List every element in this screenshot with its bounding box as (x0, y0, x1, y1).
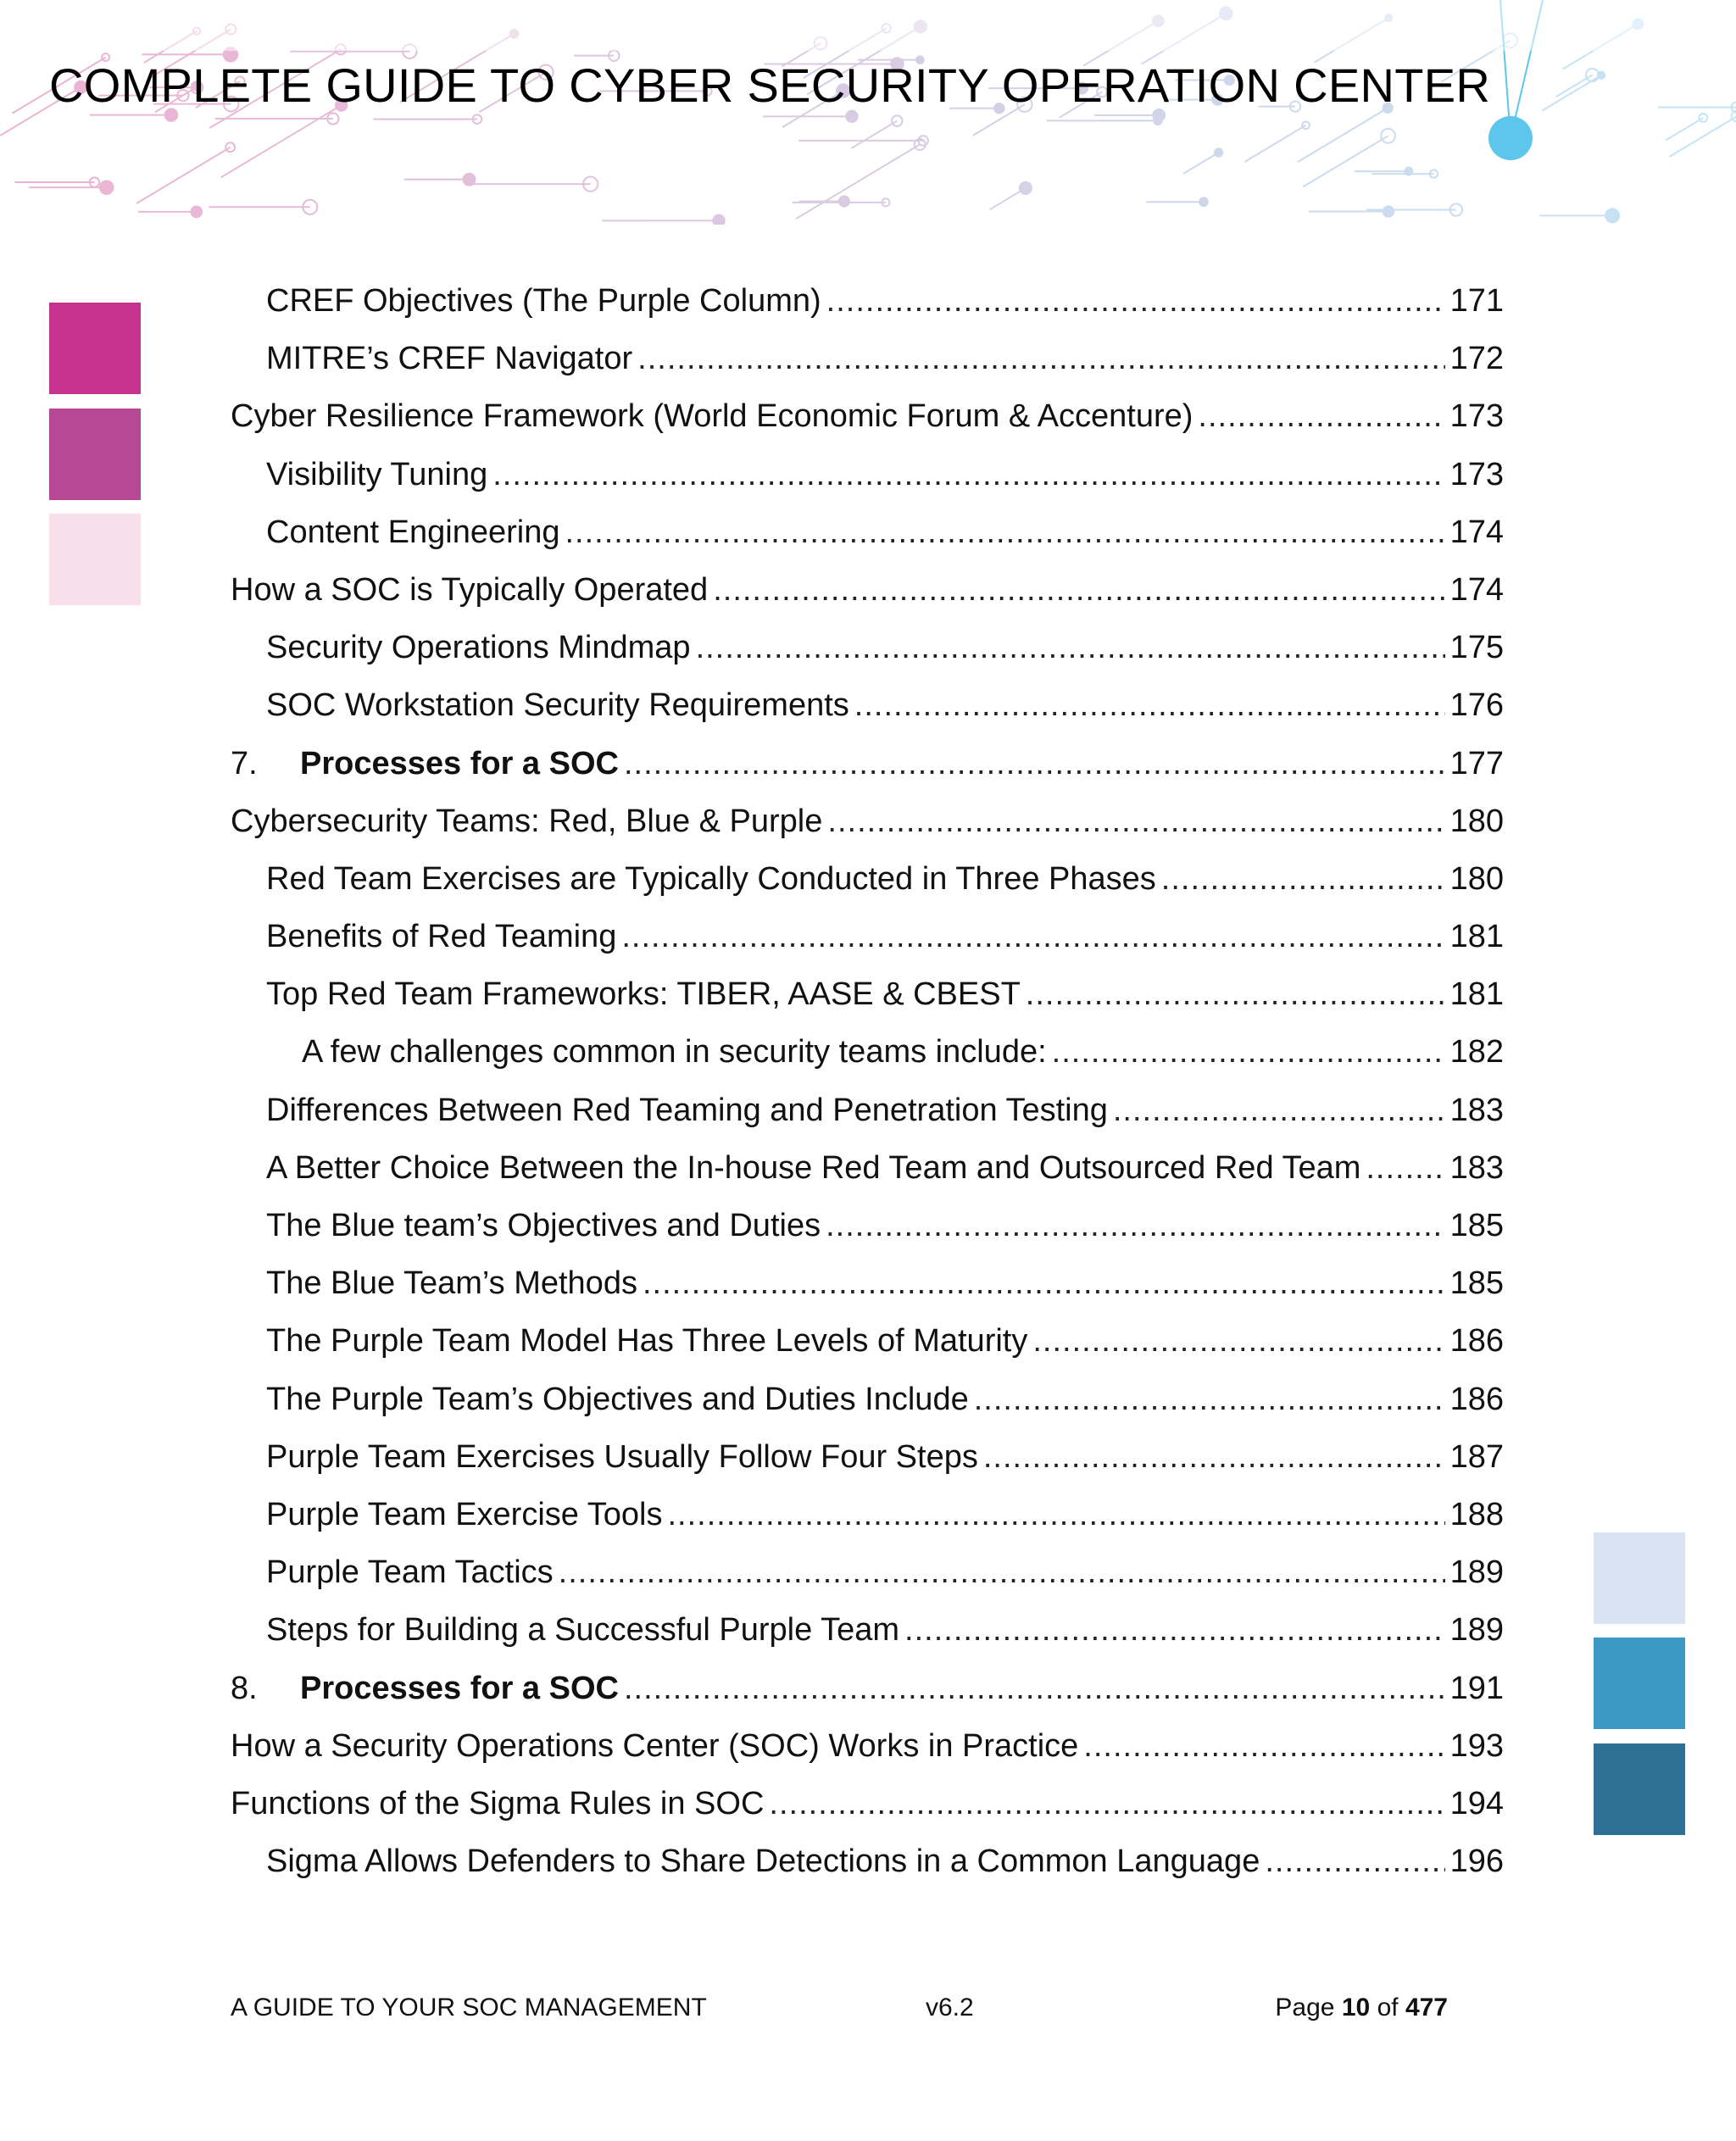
toc-entry-title: Purple Team Exercise Tools (266, 1496, 663, 1532)
toc-dot-leader (637, 341, 1444, 377)
footer-version: v6.2 (926, 1994, 974, 2021)
toc-entry[interactable] (231, 1497, 1504, 1554)
toc-page-number: 189 (1449, 1612, 1504, 1649)
toc-entry-title: Benefits of Red Teaming (266, 919, 617, 955)
right-swatch-1 (1594, 1532, 1685, 1624)
toc-entry-title: Processes for a SOC (300, 745, 619, 781)
toc-entry-title: Steps for Building a Successful Purple Team (266, 1612, 900, 1649)
toc-entry-title: How a Security Operations Center (SOC) Works in Practice (231, 1727, 1079, 1764)
toc-page-number: 183 (1449, 1149, 1504, 1186)
toc-entry[interactable] (231, 687, 1504, 745)
toc-dot-leader (713, 572, 1444, 609)
toc-entry[interactable] (231, 804, 1504, 861)
toc-dot-leader (983, 1439, 1445, 1476)
toc-dot-leader (769, 1786, 1444, 1822)
toc-entry-title: Sigma Allows Defenders to Share Detections in a Common Language (266, 1843, 1260, 1880)
toc-dot-leader (904, 1612, 1445, 1649)
toc-dot-leader (1161, 861, 1445, 898)
toc-entry-title: A Better Choice Between the In-house Red Team and Outsourced Red Team (266, 1149, 1361, 1186)
toc-entry[interactable] (231, 976, 1504, 1034)
toc-page-number: 182 (1449, 1034, 1504, 1070)
toc-dot-leader (854, 687, 1445, 724)
toc-page-number: 193 (1449, 1727, 1504, 1764)
footer-page-of: of (1377, 1994, 1399, 2021)
toc-entry[interactable] (231, 919, 1504, 976)
toc-entry-title: A few challenges common in security teams include: (302, 1034, 1047, 1070)
toc-entry-title: Red Team Exercises are Typically Conducted in Three Phases (266, 860, 1156, 897)
left-swatch-2 (49, 409, 141, 500)
toc-entry-title: How a SOC is Typically Operated (231, 571, 709, 608)
table-of-contents (231, 283, 1504, 1901)
toc-dot-leader (1265, 1843, 1444, 1880)
toc-entry[interactable] (231, 1265, 1504, 1323)
toc-entry-title: Cyber Resilience Framework (World Economic Forum & Accenture) (231, 398, 1194, 435)
footer-page-total: 477 (1405, 1994, 1448, 2021)
toc-entry[interactable] (231, 1786, 1504, 1843)
toc-page-number: 194 (1449, 1785, 1504, 1821)
toc-chapter-number: 7. (231, 745, 258, 781)
toc-entry-title: Top Red Team Frameworks: TIBER, AASE & CBEST (266, 976, 1021, 1013)
toc-entry-title: MITRE’s CREF Navigator (266, 341, 633, 377)
toc-entry[interactable] (231, 1843, 1504, 1901)
toc-dot-leader (621, 919, 1444, 955)
toc-entry[interactable] (231, 1728, 1504, 1786)
toc-page-number: 191 (1449, 1670, 1504, 1706)
toc-page-number: 196 (1449, 1843, 1504, 1880)
toc-entry[interactable] (231, 1093, 1504, 1150)
toc-entry-title: Functions of the Sigma Rules in SOC (231, 1785, 765, 1821)
toc-page-number: 183 (1449, 1092, 1504, 1128)
toc-page-number: 186 (1449, 1381, 1504, 1417)
toc-page-number: 180 (1449, 803, 1504, 839)
toc-entry-title: CREF Objectives (The Purple Column) (266, 283, 821, 319)
toc-entry-title: Differences Between Red Teaming and Penetration Testing (266, 1092, 1108, 1128)
toc-dot-leader (1026, 976, 1445, 1013)
toc-page-number: 174 (1449, 571, 1504, 608)
toc-entry-title: The Purple Team’s Objectives and Duties Include (266, 1381, 969, 1417)
toc-dot-leader (826, 283, 1445, 320)
toc-entry-title: The Purple Team Model Has Three Levels of Maturity (266, 1323, 1028, 1360)
toc-entry-title: Purple Team Tactics (266, 1554, 554, 1591)
toc-dot-leader (696, 630, 1445, 666)
toc-page-number: 175 (1449, 630, 1504, 666)
toc-dot-leader (827, 804, 1444, 840)
toc-page-number: 176 (1449, 687, 1504, 724)
toc-entry-title: Content Engineering (266, 514, 560, 550)
left-swatch-3 (49, 514, 141, 605)
toc-dot-leader (559, 1554, 1445, 1591)
toc-entry[interactable] (231, 1150, 1504, 1208)
toc-entry[interactable] (231, 398, 1504, 456)
toc-dot-leader (492, 457, 1444, 493)
toc-entry-title: Visibility Tuning (266, 456, 488, 492)
toc-page-number: 185 (1449, 1208, 1504, 1243)
right-swatch-3 (1594, 1743, 1685, 1835)
toc-page-number: 172 (1449, 341, 1504, 377)
toc-dot-leader (624, 1671, 1445, 1707)
toc-dot-leader (643, 1265, 1445, 1302)
toc-entry[interactable] (231, 341, 1504, 398)
toc-dot-leader (1032, 1323, 1444, 1360)
toc-entry[interactable] (231, 746, 1504, 804)
toc-dot-leader (1052, 1034, 1445, 1070)
toc-dot-leader (1113, 1093, 1445, 1129)
toc-page-number: 173 (1449, 456, 1504, 492)
document-title: COMPLETE GUIDE TO CYBER SECURITY OPERATION CENTER (49, 58, 1491, 112)
toc-entry[interactable] (231, 283, 1504, 341)
toc-entry[interactable] (231, 630, 1504, 687)
toc-entry[interactable] (231, 514, 1504, 572)
toc-entry[interactable] (231, 1034, 1504, 1092)
toc-entry-title: Purple Team Exercises Usually Follow Four Steps (266, 1438, 978, 1475)
toc-entry[interactable] (231, 1554, 1504, 1612)
toc-page-number: 189 (1449, 1554, 1504, 1591)
toc-entry[interactable] (231, 457, 1504, 514)
page-header (0, 0, 1736, 225)
toc-page-number: 181 (1449, 976, 1504, 1013)
toc-entry-title: Security Operations Mindmap (266, 630, 691, 666)
toc-entry[interactable] (231, 1439, 1504, 1497)
toc-entry[interactable] (231, 1382, 1504, 1439)
toc-page-number: 187 (1449, 1438, 1504, 1475)
toc-entry-title: The Blue team’s Objectives and Duties (266, 1208, 821, 1243)
right-swatch-2 (1594, 1638, 1685, 1729)
toc-page-number: 171 (1449, 283, 1504, 319)
toc-chapter-number: 8. (231, 1670, 258, 1706)
toc-dot-leader (1083, 1728, 1444, 1765)
left-swatch-1 (49, 303, 141, 394)
toc-entry-title: Processes for a SOC (300, 1670, 619, 1706)
page-footer (231, 1994, 1448, 2027)
toc-dot-leader (624, 746, 1445, 782)
toc-entry[interactable] (231, 1612, 1504, 1670)
footer-page-current: 10 (1341, 1994, 1371, 2021)
toc-page-number: 181 (1449, 919, 1504, 955)
footer-page-prefix: Page (1275, 1994, 1335, 2021)
footer-guide-title: A GUIDE TO YOUR SOC MANAGEMENT (231, 1994, 707, 2021)
toc-page-number: 185 (1449, 1265, 1504, 1302)
toc-dot-leader (565, 514, 1444, 551)
toc-entry[interactable] (231, 1208, 1504, 1265)
toc-dot-leader (826, 1208, 1445, 1244)
toc-entry[interactable] (231, 572, 1504, 630)
toc-page-number: 174 (1449, 514, 1504, 550)
toc-entry-title: SOC Workstation Security Requirements (266, 687, 849, 724)
toc-dot-leader (1198, 398, 1444, 435)
toc-entry[interactable] (231, 1323, 1504, 1381)
toc-entry-title: The Blue Team’s Methods (266, 1265, 637, 1302)
toc-entry[interactable] (231, 1671, 1504, 1728)
toc-dot-leader (668, 1497, 1445, 1533)
toc-page-number: 177 (1449, 745, 1504, 781)
toc-page-number: 188 (1449, 1496, 1504, 1532)
toc-dot-leader (1366, 1150, 1444, 1187)
toc-entry-title: Cybersecurity Teams: Red, Blue & Purple (231, 803, 823, 839)
toc-page-number: 173 (1449, 398, 1504, 435)
toc-entry[interactable] (231, 861, 1504, 919)
footer-page-number (1275, 1994, 1448, 2022)
toc-page-number: 186 (1449, 1323, 1504, 1360)
toc-page-number: 180 (1449, 860, 1504, 897)
toc-dot-leader (974, 1382, 1445, 1418)
